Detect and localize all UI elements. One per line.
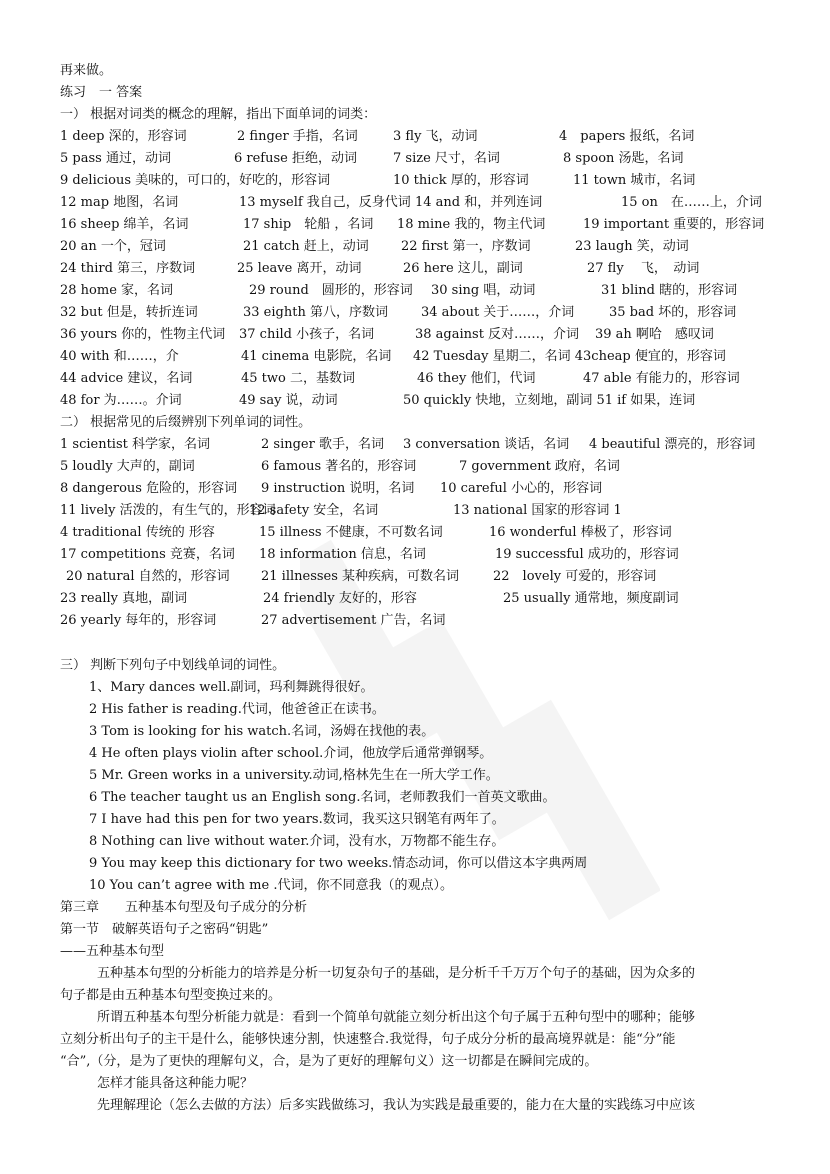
text-line: [0, 853, 830, 875]
text-line: [0, 677, 830, 699]
line-text: 5 Mr. Green works in a university.动词,格林先生在一所大学工作。: [89, 768, 499, 783]
line-entry: 29 round 圆形的，形容词: [249, 283, 413, 298]
line-entry: 12 map 地图，名词: [60, 195, 179, 210]
line-entry: 28 home 家，名词: [60, 283, 174, 298]
line-entry: 17 competitions 竞赛，名词: [60, 547, 235, 562]
line-text: 二） 根据常见的后缀辨别下列单词的词性。: [60, 415, 312, 430]
line-text: 再来做。: [60, 63, 113, 78]
line-entry: 7 size 尺寸，名词: [393, 151, 500, 166]
line-text: 立刻分析出句子的主干是什么，能够快速分割，快速整合.我觉得，句子成分分析的最高境界就是：能“分”能: [60, 1032, 676, 1047]
line-entry: 49 say 说，动词: [239, 393, 338, 408]
text-line: [0, 765, 830, 787]
text-line: [0, 588, 830, 610]
line-entry: 4 papers 报纸，名词: [559, 129, 695, 144]
text-line: [0, 82, 830, 104]
line-entry: 17 ship 轮船 ，名词: [243, 217, 374, 232]
text-line: [0, 941, 830, 963]
text-line: [0, 610, 830, 632]
line-entry: 2 finger 手指，名词: [237, 129, 358, 144]
text-line: [0, 60, 830, 82]
line-text: 五种基本句型的分析能力的培养是分析一切复杂句子的基础，是分析千千万万个句子的基础，因为众多的: [97, 966, 696, 981]
line-entry: 6 famous 著名的，形容词: [261, 459, 417, 474]
line-text: 10 You can’t agree with me .代词，你不同意我（的观点）。: [89, 878, 453, 893]
line-entry: 25 usually 通常地，频度副词: [503, 591, 679, 606]
text-line: [0, 148, 830, 170]
line-entry: 11 lively 活泼的，有生气的，形容词: [60, 503, 276, 518]
text-line: [0, 743, 830, 765]
text-line: [0, 478, 830, 500]
line-entry: 16 sheep 绵羊，名词: [60, 217, 189, 232]
line-entry: 39 ah 啊哈 感叹词: [595, 327, 714, 342]
text-line: [0, 346, 830, 368]
line-entry: 4 beautiful 漂亮的，形容词: [589, 437, 756, 452]
text-line: [0, 809, 830, 831]
line-text: “合”,（分，是为了更快的理解句义，合，是为了更好的理解句义）这一切都是在瞬间完成的。: [60, 1054, 598, 1069]
line-entry: 47 able 有能力的，形容词: [583, 371, 740, 386]
text-line: [0, 324, 830, 346]
line-entry: 10 careful 小心的，形容词: [440, 481, 603, 496]
line-text: 所谓五种基本句型分析能力就是：看到一个简单句就能立刻分析出这个句子属于五种句型中的哪种；能够: [97, 1010, 696, 1025]
text-line: [0, 897, 830, 919]
line-entry: 20 natural 自然的，形容词: [66, 569, 230, 584]
text-line: [0, 1007, 830, 1029]
line-entry: 30 sing 唱，动词: [431, 283, 536, 298]
line-entry: 22 first 第一，序数词: [401, 239, 531, 254]
line-text: 一） 根据对词类的概念的理解，指出下面单词的词类：: [60, 107, 377, 122]
text-line: [0, 919, 830, 941]
line-entry: 1 scientist 科学家，名词: [60, 437, 210, 452]
text-line: [0, 500, 830, 522]
line-text: 4 He often plays violin after school.介词，他放学后通常弹钢琴。: [89, 746, 493, 761]
line-text: 三） 判断下列句子中划线单词的词性。: [60, 658, 286, 673]
text-line: [0, 963, 830, 985]
line-entry: 31 blind 瞎的，形容词: [601, 283, 738, 298]
line-entry: 21 catch 赶上，动词: [243, 239, 369, 254]
text-line: [0, 721, 830, 743]
line-entry: 25 leave 离开，动词: [237, 261, 362, 276]
line-text: 1、Mary dances well.副词，玛利舞跳得很好。: [89, 680, 374, 695]
line-entry: 12 safety 安全，名词: [249, 503, 379, 518]
line-entry: 33 eighth 第八，序数词: [243, 305, 388, 320]
line-text: 2 His father is reading.代词，他爸爸正在读书。: [89, 702, 385, 717]
line-entry: 45 two 二，基数词: [241, 371, 355, 386]
line-entry: 32 but 但是，转折连词: [60, 305, 198, 320]
line-entry: 18 information 信息，名词: [259, 547, 426, 562]
text-line: [0, 104, 830, 126]
line-entry: 24 third 第三，序数词: [60, 261, 196, 276]
line-entry: 42 Tuesday 星期二，名词 43cheap 便宜的，形容词: [413, 349, 726, 364]
line-entry: 50 quickly 快地，立刻地，副词 51 if 如果，连词: [403, 393, 696, 408]
line-entry: 37 child 小孩子，名词: [239, 327, 375, 342]
line-entry: 24 friendly 友好的，形容: [263, 591, 417, 606]
line-entry: 5 loudly 大声的，副词: [60, 459, 195, 474]
text-line: [0, 655, 830, 677]
line-entry: 22 lovely 可爱的，形容词: [493, 569, 657, 584]
line-entry: 13 myself 我自己，反身代词 14 and 和，并列连词: [239, 195, 543, 210]
line-text: 句子都是由五种基本句型变换过来的。: [60, 988, 282, 1003]
line-entry: 15 illness 不健康，不可数名词: [259, 525, 443, 540]
line-text: 怎样才能具备这种能力呢？: [97, 1076, 254, 1091]
line-entry: 26 here 这儿，副词: [403, 261, 523, 276]
line-entry: 4 traditional 传统的 形容: [60, 525, 215, 540]
text-line: [0, 875, 830, 897]
line-entry: 11 town 城市，名词: [573, 173, 696, 188]
line-entry: 8 spoon 汤匙，名词: [563, 151, 684, 166]
line-entry: 13 national 国家的形容词 1: [453, 503, 622, 518]
line-entry: 48 for 为……。介词: [60, 393, 182, 408]
line-text: 3 Tom is looking for his watch.名词，汤姆在找他的表。: [89, 724, 435, 739]
text-line: [0, 368, 830, 390]
text-line: [0, 544, 830, 566]
text-line: [0, 456, 830, 478]
text-line: [0, 1029, 830, 1051]
text-line: [0, 1095, 830, 1117]
text-line: [0, 390, 830, 412]
line-entry: 21 illnesses 某种疾病，可数名词: [261, 569, 460, 584]
text-line: [0, 566, 830, 588]
text-line: [0, 236, 830, 258]
line-entry: 6 refuse 拒绝，动词: [234, 151, 357, 166]
text-line: [0, 126, 830, 148]
line-entry: 27 fly 飞， 动词: [587, 261, 700, 276]
line-entry: 8 dangerous 危险的，形容词: [60, 481, 238, 496]
line-entry: 15 on 在……上，介词: [621, 195, 762, 210]
line-entry: 10 thick 厚的，形容词: [393, 173, 529, 188]
line-text: 6 The teacher taught us an English song.名词，老师教我们一首英文歌曲。: [89, 790, 556, 805]
text-line: [0, 258, 830, 280]
line-entry: 41 cinema 电影院，名词: [241, 349, 392, 364]
line-entry: 2 singer 歌手，名词: [261, 437, 384, 452]
line-entry: 46 they 他们，代词: [417, 371, 536, 386]
line-entry: 36 yours 你的，性物主代词: [60, 327, 226, 342]
text-line: [0, 412, 830, 434]
line-entry: 5 pass 通过，动词: [60, 151, 171, 166]
line-entry: 9 instruction 说明，名词: [261, 481, 415, 496]
text-line: [0, 302, 830, 324]
text-line: [0, 434, 830, 456]
line-text: 9 You may keep this dictionary for two weeks.情态动词，你可以借这本字典两周: [89, 856, 588, 871]
line-entry: 7 government 政府，名词: [459, 459, 620, 474]
text-line: [0, 522, 830, 544]
text-line: [0, 787, 830, 809]
text-line: [0, 214, 830, 236]
line-text: 第三章 五种基本句型及句子成分的分析: [60, 900, 308, 915]
text-line: [0, 985, 830, 1007]
line-entry: 23 laugh 笑，动词: [575, 239, 689, 254]
line-text: 7 I have had this pen for two years.数词，我买这只钢笔有两年了。: [89, 812, 505, 827]
text-line: [0, 699, 830, 721]
text-line: [0, 1073, 830, 1095]
line-entry: 19 successful 成功的，形容词: [495, 547, 679, 562]
line-text: 练习 一 答案: [60, 85, 143, 100]
line-entry: 23 really 真地，副词: [60, 591, 188, 606]
text-line: [0, 170, 830, 192]
text-line: [0, 280, 830, 302]
line-entry: 16 wonderful 棒极了，形容词: [489, 525, 672, 540]
text-line: [0, 192, 830, 214]
line-text: 8 Nothing can live without water.介词，没有水，万物都不能生存。: [89, 834, 505, 849]
line-entry: 44 advice 建议，名词: [60, 371, 193, 386]
line-entry: 19 important 重要的，形容词: [583, 217, 765, 232]
line-entry: 18 mine 我的，物主代词: [397, 217, 546, 232]
line-entry: 27 advertisement 广告，名词: [261, 613, 446, 628]
line-entry: 3 conversation 谈话，名词: [403, 437, 570, 452]
text-line: [0, 831, 830, 853]
line-text: 先理解理论（怎么去做的方法）后多实践做练习，我认为实践是最重要的，能力在大量的实践练习中应该: [97, 1098, 696, 1113]
line-entry: 1 deep 深的，形容词: [60, 129, 187, 144]
line-entry: 9 delicious 美味的，可口的，好吃的，形容词: [60, 173, 331, 188]
line-text: ——五种基本句型: [60, 944, 165, 959]
line-entry: 20 an 一个，冠词: [60, 239, 166, 254]
line-entry: 38 against 反对……，介词: [415, 327, 580, 342]
line-entry: 34 about 关于……，介词: [421, 305, 575, 320]
text-line: [0, 1051, 830, 1073]
line-entry: 26 yearly 每年的，形容词: [60, 613, 217, 628]
line-entry: 35 bad 坏的，形容词: [609, 305, 737, 320]
line-entry: 3 fly 飞，动词: [393, 129, 478, 144]
line-text: 第一节 破解英语句子之密码“钥匙”: [60, 922, 269, 937]
line-entry: 40 with 和……，介: [60, 349, 179, 364]
